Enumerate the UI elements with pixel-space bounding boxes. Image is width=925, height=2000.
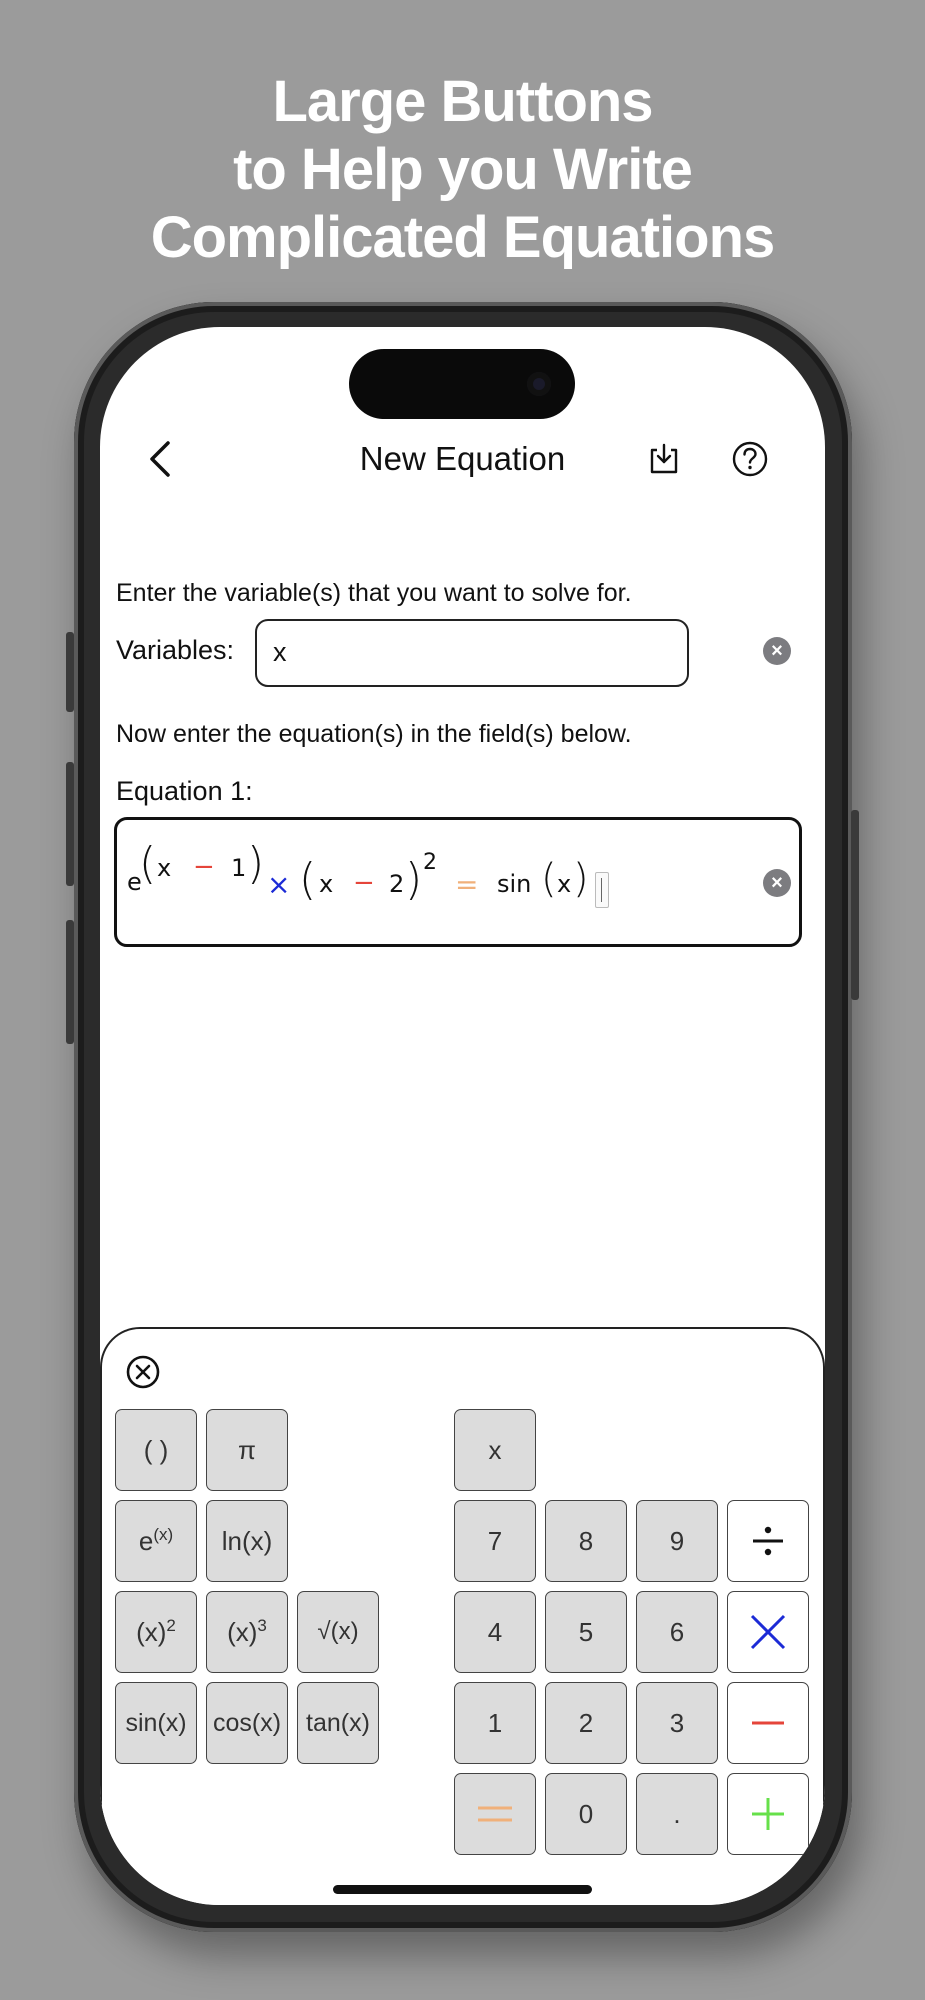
eq-number-1: 1 bbox=[231, 854, 247, 882]
promo-headline bbox=[0, 68, 925, 272]
key-cube-sup: 3 bbox=[257, 1616, 267, 1635]
key-6[interactable] bbox=[636, 1591, 718, 1673]
key-sqrt[interactable] bbox=[297, 1591, 379, 1673]
close-keyboard-icon[interactable] bbox=[124, 1353, 162, 1391]
text-cursor bbox=[595, 872, 609, 908]
key-plus[interactable] bbox=[727, 1773, 809, 1855]
key-8-label: 8 bbox=[578, 1525, 594, 1556]
eq-paren-close-3: ) bbox=[573, 856, 589, 902]
headline-line-3: Complicated Equations bbox=[150, 205, 775, 270]
phone-screen bbox=[100, 327, 825, 1905]
key-cube[interactable] bbox=[206, 1591, 288, 1673]
key-7-label: 7 bbox=[487, 1525, 503, 1556]
key-pi[interactable] bbox=[206, 1409, 288, 1491]
key-decimal-label: . bbox=[673, 1798, 681, 1829]
clear-variables-icon[interactable]: × bbox=[763, 637, 791, 665]
clear-equation-icon[interactable]: × bbox=[763, 869, 791, 897]
eq-var-x-3: x bbox=[557, 870, 572, 898]
eq-paren-close-2: ) bbox=[405, 854, 423, 905]
key-4-label: 4 bbox=[487, 1616, 503, 1647]
equation-expression bbox=[127, 820, 707, 944]
eq-minus-operator-2: − bbox=[353, 868, 375, 898]
key-exp-base: e bbox=[138, 1525, 154, 1556]
eq-sin-function: sin bbox=[497, 870, 532, 898]
key-9[interactable] bbox=[636, 1500, 718, 1582]
key-square-sup: 2 bbox=[166, 1616, 176, 1635]
key-exp[interactable] bbox=[115, 1500, 197, 1582]
key-0[interactable] bbox=[545, 1773, 627, 1855]
help-question-icon[interactable] bbox=[730, 439, 770, 479]
phone-action-button bbox=[66, 632, 74, 712]
phone-power-button bbox=[851, 810, 859, 1000]
plus-icon bbox=[748, 1794, 788, 1834]
eq-paren-open-3: ( bbox=[541, 856, 557, 902]
eq-paren-close: ) bbox=[247, 838, 265, 889]
key-square[interactable] bbox=[115, 1591, 197, 1673]
key-square-base: (x) bbox=[136, 1616, 167, 1647]
key-tan[interactable] bbox=[297, 1682, 379, 1764]
eq-times-operator: × bbox=[267, 868, 291, 901]
key-cos[interactable] bbox=[206, 1682, 288, 1764]
divide-icon bbox=[748, 1521, 788, 1561]
key-8[interactable] bbox=[545, 1500, 627, 1582]
key-2-label: 2 bbox=[578, 1707, 594, 1738]
variables-input[interactable] bbox=[255, 619, 783, 687]
eq-number-2: 2 bbox=[389, 870, 405, 898]
key-cos-label: cos(x) bbox=[212, 1708, 282, 1737]
camera-icon bbox=[527, 372, 551, 396]
variables-input-value: x bbox=[273, 637, 287, 667]
minus-icon bbox=[748, 1703, 788, 1743]
key-1[interactable] bbox=[454, 1682, 536, 1764]
key-3-label: 3 bbox=[669, 1707, 685, 1738]
eq-equals-operator: = bbox=[455, 868, 479, 901]
key-pi-label: π bbox=[238, 1434, 256, 1465]
equation-1-label: Equation 1: bbox=[116, 776, 253, 806]
equations-instruction: Now enter the equation(s) in the field(s) below. bbox=[116, 720, 632, 748]
eq-exp-base: e bbox=[127, 868, 142, 896]
key-6-label: 6 bbox=[669, 1616, 685, 1647]
home-indicator[interactable] bbox=[333, 1885, 592, 1894]
headline-line-1: Large Buttons bbox=[272, 69, 653, 134]
key-x-label: x bbox=[488, 1434, 502, 1465]
headline-line-2: to Help you Write bbox=[233, 137, 692, 202]
key-divide[interactable] bbox=[727, 1500, 809, 1582]
key-0-label: 0 bbox=[578, 1798, 594, 1829]
key-ln-label: ln(x) bbox=[221, 1525, 273, 1556]
key-cube-base: (x) bbox=[227, 1616, 258, 1647]
key-sin[interactable] bbox=[115, 1682, 197, 1764]
key-exp-sup: (x) bbox=[153, 1525, 174, 1544]
key-tan-label: tan(x) bbox=[306, 1708, 370, 1737]
math-keyboard bbox=[100, 1327, 825, 1905]
eq-var-x-2: x bbox=[319, 870, 334, 898]
variables-instruction: Enter the variable(s) that you want to solve for. bbox=[116, 579, 632, 607]
key-sqrt-label: √(x) bbox=[317, 1618, 359, 1645]
key-9-label: 9 bbox=[669, 1525, 685, 1556]
equals-icon bbox=[475, 1794, 515, 1834]
key-2[interactable] bbox=[545, 1682, 627, 1764]
key-1-label: 1 bbox=[487, 1707, 503, 1738]
save-download-icon[interactable] bbox=[646, 441, 682, 477]
key-4[interactable] bbox=[454, 1591, 536, 1673]
eq-minus-operator: − bbox=[193, 852, 215, 882]
key-3[interactable] bbox=[636, 1682, 718, 1764]
key-5-label: 5 bbox=[578, 1616, 594, 1647]
key-minus[interactable] bbox=[727, 1682, 809, 1764]
eq-paren-open: ( bbox=[139, 838, 157, 889]
key-ln[interactable] bbox=[206, 1500, 288, 1582]
key-5[interactable] bbox=[545, 1591, 627, 1673]
key-x[interactable] bbox=[454, 1409, 536, 1491]
phone-volume-up-button bbox=[66, 762, 74, 886]
eq-var-x: x bbox=[157, 854, 172, 882]
equation-1-field[interactable] bbox=[114, 817, 802, 947]
key-parentheses[interactable] bbox=[115, 1409, 197, 1491]
key-sin-label: sin(x) bbox=[125, 1708, 187, 1737]
key-decimal[interactable] bbox=[636, 1773, 718, 1855]
variables-label: Variables: bbox=[116, 635, 235, 665]
key-multiply[interactable] bbox=[727, 1591, 809, 1673]
dynamic-island bbox=[349, 349, 575, 419]
eq-exponent-2: 2 bbox=[423, 850, 437, 875]
eq-paren-open-2: ( bbox=[299, 854, 317, 905]
key-equals[interactable] bbox=[454, 1773, 536, 1855]
key-parentheses-label: ( ) bbox=[143, 1434, 169, 1465]
page-title: New Equation bbox=[359, 440, 566, 477]
multiply-icon bbox=[748, 1612, 788, 1652]
key-7[interactable] bbox=[454, 1500, 536, 1582]
phone-volume-down-button bbox=[66, 920, 74, 1044]
